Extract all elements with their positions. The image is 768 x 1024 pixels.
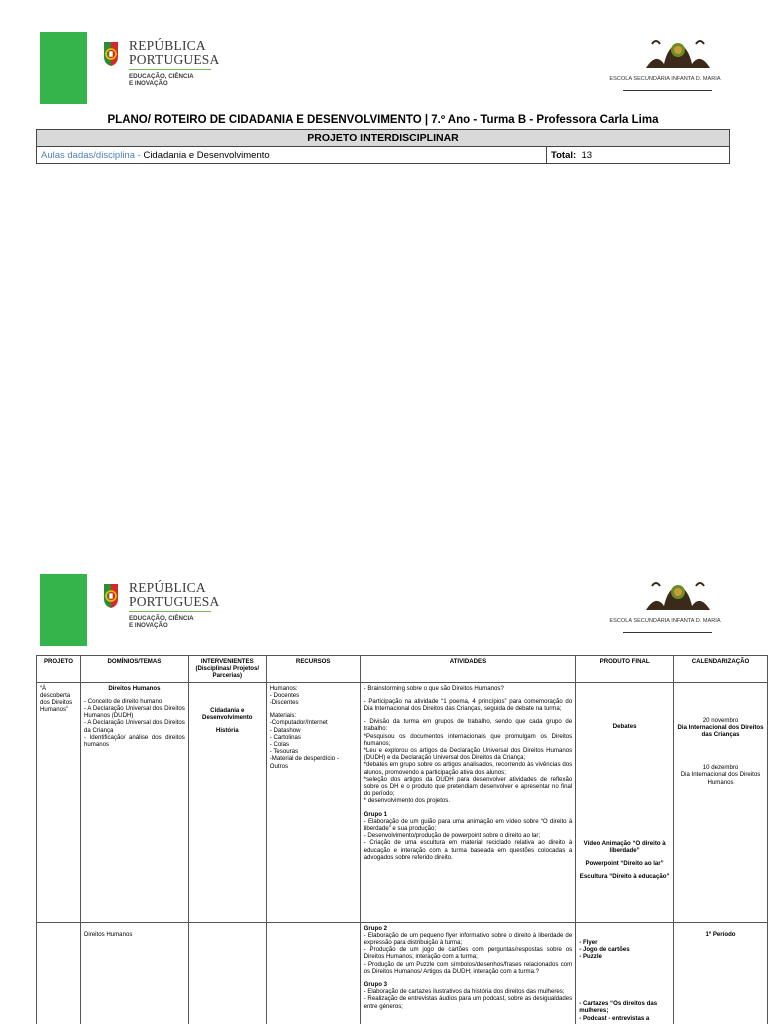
republic-title: REPÚBLICA PORTUGUESA [129, 580, 220, 609]
total-cell [547, 147, 730, 164]
activities-cell: - Brainstorming sobre o que são Direitos Humanos? - Participação na atividade “1 poema, 4 princípios” para comemoração do Dia Internacional dos Direitos das Crianças, seguida de debate na turma; - Divisão da turma em grupos de trabalho, sendo que cada grupo de trabalho: *Pesquisou os documentos internacionais que promulgam os Direitos humanos; *Leu e explorou os artigos da Declaração Universal dos Direitos Humanos (DUDH) e da Declaração Universal dos Direitos da Criança; *debates em grupo sobre os artigos analisados, recorrendo às vivências dos alunos, promovendo a participação ativa dos alunos; *seleção dos artigos da DUDH para desenvolver atividades de reflexão sobre os DH e o produto que pretendiam desenvolver e apresentar no final do período; * desenvolvimento dos projetos. Grupo 1 - Elaboração de um guião para uma animação em vídeo sobre “O direito à liberdade” e sua produção; - Desenvolvimento/produção de powerpoint sobre o direito ao lar; - Criação de uma escultura em material reciclado relativa ao direito à educação e interação com a turma baseada em questões colocadas a advogados sobre referido direito. [360, 682, 576, 922]
period-label: 1º Período [705, 930, 736, 938]
ministry-name: EDUCAÇÃO, CIÊNCIA E INOVAÇÃO [129, 73, 194, 87]
divider [129, 69, 211, 70]
divider [623, 90, 712, 91]
school-name: ESCOLA SECUNDÁRIA INFANTA D. MARIA [609, 618, 721, 624]
project-heading: PROJETO INTERDISCIPLINAR [37, 130, 730, 147]
table-row [37, 682, 768, 922]
activities-cell: Grupo 2 - Elaboração de um pequeno flyer informativo sobre o direito à liberdade de expressão para distribuição à turma; - Produção de um jogo de cartões com perguntas/respostas sobre os Direitos Humanos; interação com a turma; - Produção de um Puzzle com símbolos/desenhos/frases relacionados com os Direitos Humanos/ Artigos da DUDH; interação com a turma.? Grupo 3 - Elaboração de cartazes ilustrativos da história dos direitos das mulheres; - Realização de entrevistas áudios para um podcast, sobre as desigualdades entre géneros; [360, 922, 576, 1024]
column-header: DOMÍNIOS/TEMAS [80, 656, 188, 683]
plan-title: PLANO/ ROTEIRO DE CIDADANIA E DESENVOLVIMENTO | 7.º Ano - Turma B - Professora Carla Lima [107, 114, 659, 126]
table-header-row [37, 656, 768, 683]
classes-cell [37, 147, 547, 164]
resources-cell [266, 922, 360, 1024]
ministry-name: EDUCAÇÃO, CIÊNCIA E INOVAÇÃO [129, 615, 194, 629]
domain-text: Direitos Humanos [83, 930, 133, 938]
stakeholders-cell [188, 922, 266, 1024]
activities-table [36, 655, 768, 1024]
classes-label: Aulas dadas/disciplina - [41, 149, 144, 161]
column-header: RECURSOS [266, 656, 360, 683]
stakeholders-cell: Cidadania e Desenvolvimento História [188, 682, 266, 922]
project-name: “À descoberta dos Direitos Humanos” [40, 684, 73, 714]
column-header: ATIVIDADES [360, 656, 576, 683]
green-bar [40, 32, 87, 104]
republic-title: REPÚBLICA PORTUGUESA [129, 38, 220, 67]
divider [623, 632, 712, 633]
schedule-cell [674, 922, 768, 1024]
domains-cell: Direitos Humanos - Conceito de direito humano - A Declaração Universal dos Direitos Humanos (DUDH) - A Declaração Universal dos Direitos da Criança - Identificação/ análise dos direitos humanos [80, 682, 188, 922]
page-header [40, 32, 730, 104]
schedule-cell: 20 novembro Dia Internacional dos Direitos das Crianças 10 dezembro Dia Internacional dos Direitos Humanos [674, 682, 768, 922]
project-cell [37, 922, 81, 1024]
column-header: INTERVENIENTES (Disciplinas/ Projetos/ Parcerias) [188, 656, 266, 683]
green-bar [40, 574, 87, 646]
column-header: PROJETO [37, 656, 81, 683]
total-label: Total: [551, 149, 577, 161]
column-header: CALENDARIZAÇÃO [674, 656, 768, 683]
column-header: PRODUTO FINAL [576, 656, 674, 683]
school-name: ESCOLA SECUNDÁRIA INFANTA D. MARIA [609, 76, 721, 82]
school-logo-icon [642, 36, 714, 72]
plan-header-table [36, 129, 730, 164]
school-logo-icon [642, 578, 714, 614]
total-value: 13 [581, 149, 593, 161]
portugal-emblem-icon [100, 40, 122, 70]
table-row [37, 922, 768, 1024]
final-product-cell: Debates Vídeo Animação “O direito à liberdade” Powerpoint “Direito ao lar” Escultura “Direito à educação” [576, 682, 674, 922]
divider [129, 611, 211, 612]
portugal-emblem-icon [100, 582, 122, 612]
final-product-cell: - Flyer - Jogo de cartões - Puzzle - Cartazes “Os direitos das mulheres; - Podcast - entrevistas a [576, 922, 674, 1024]
page-header-2 [40, 574, 730, 646]
classes-subject: Cidadania e Desenvolvimento [143, 149, 270, 161]
domains-cell [80, 922, 188, 1024]
project-cell [37, 682, 81, 922]
resources-cell: Humanos: - Docentes -Discentes Materiais: -Computador/Internet - Datashow - Cartolinas - Colas - Tesouras -Material de desperdício - Outros [266, 682, 360, 922]
